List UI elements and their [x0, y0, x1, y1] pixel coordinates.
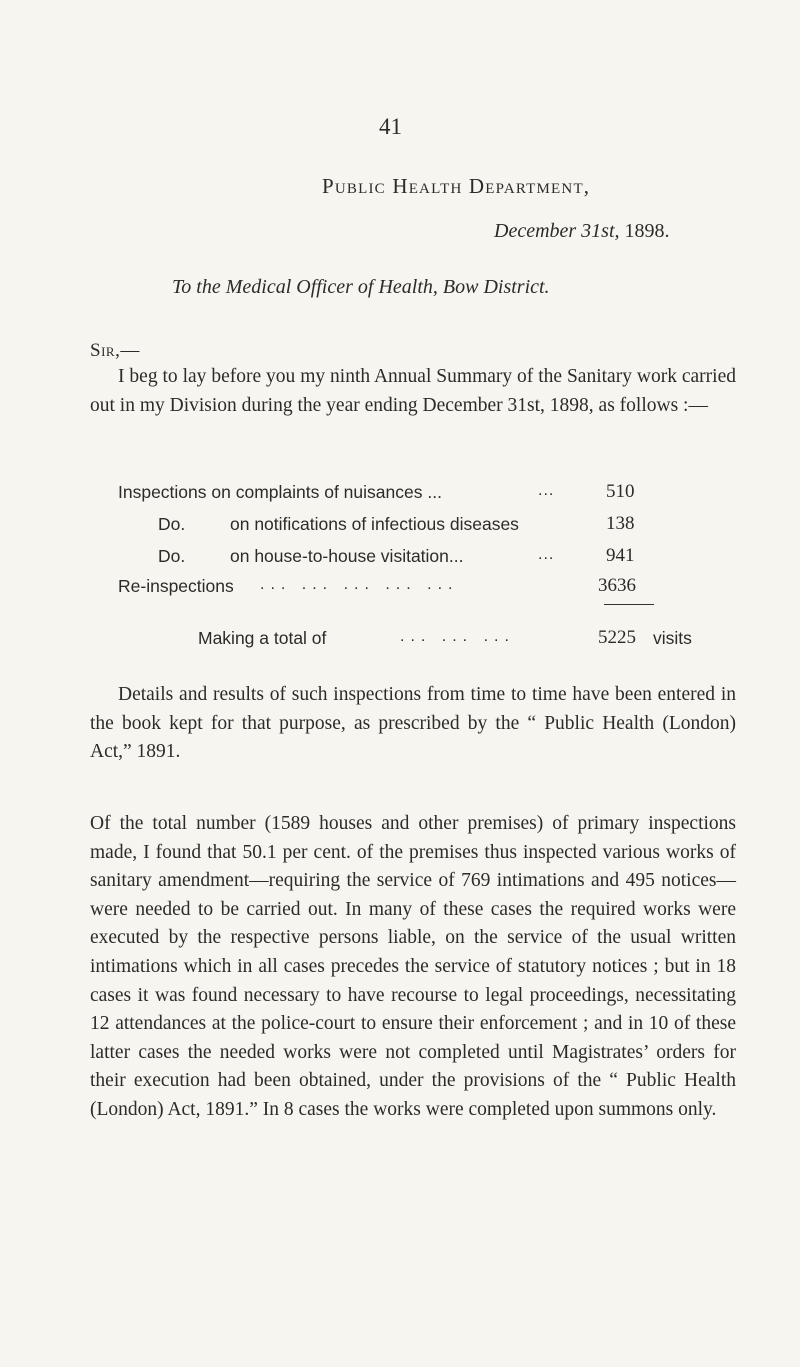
summary-row-value: 510: [606, 481, 635, 502]
summary-row-value: 138: [606, 513, 635, 534]
date-year: 1898.: [619, 220, 670, 242]
total-rule: [604, 604, 654, 605]
total-label: Making a total of: [198, 628, 327, 648]
summary-row-label: Inspections on complaints of nuisances ...: [118, 482, 442, 502]
department-heading: Public Health Department,: [322, 174, 591, 198]
summary-row-label: Do.: [158, 514, 186, 534]
summary-row-detail: on house-to-house visitation...: [230, 546, 464, 566]
summary-row-value: 941: [606, 545, 635, 566]
findings-text: Of the total number (1589 houses and other premises) of primary inspections made, I found that 50.1 per cent. of the premises thus inspected various works of sanitary amendment—requiring the service of 769 intimations and 495 notices—were needed to be carried out. In many of these cases the required works were executed by the respective persons liable, on the service of the usual written intimations which in all cases precedes the service of statutory notices ; but in 18 cases it was found necessary to have recourse to legal proceedings, necessitating 12 attendances at the police-court to ensure their enforcement ; and in 10 of these latter cases the needed works were not completed until Magistrates’ orders for their execution had been obtained, under the provisions of the “ Public Health (London) Act, 1891.” In 8 cases the works were completed upon summons only.: [90, 813, 736, 1120]
summary-row-detail: on notifications of infectious diseases: [230, 514, 519, 534]
summary-row-label: Do.: [158, 546, 186, 566]
intro-text: I beg to lay before you my ninth Annual Summary of the Sanitary work carried out in my Division during the year ending December 31st, 1898, as follows :—: [90, 366, 736, 416]
details-text: Details and results of such inspections from time to time have been entered in the book kept for that purpose, as prescribed by the “ Public Health (London) Act,” 1891.: [90, 684, 736, 763]
total-value: 5225: [598, 627, 636, 648]
date-day: December 31st,: [494, 220, 620, 242]
summary-row-label: Re-inspections: [118, 576, 234, 596]
summary-row-leader: ... ... ... ... ...: [260, 576, 459, 593]
summary-row-value: 3636: [598, 575, 636, 596]
intro-paragraph: [90, 363, 736, 420]
findings-paragraph: [90, 810, 736, 1125]
total-unit: visits: [653, 628, 692, 648]
addressee-line: To the Medical Officer of Health, Bow District.: [172, 276, 550, 298]
salutation: Sir,—: [90, 340, 140, 361]
summary-row-leader: ...: [538, 546, 555, 563]
total-leader: ... ... ...: [400, 628, 515, 645]
summary-row-leader: ...: [538, 482, 555, 499]
details-paragraph: [90, 681, 736, 767]
page-number: 41: [379, 114, 402, 139]
letter-date: [494, 220, 670, 243]
